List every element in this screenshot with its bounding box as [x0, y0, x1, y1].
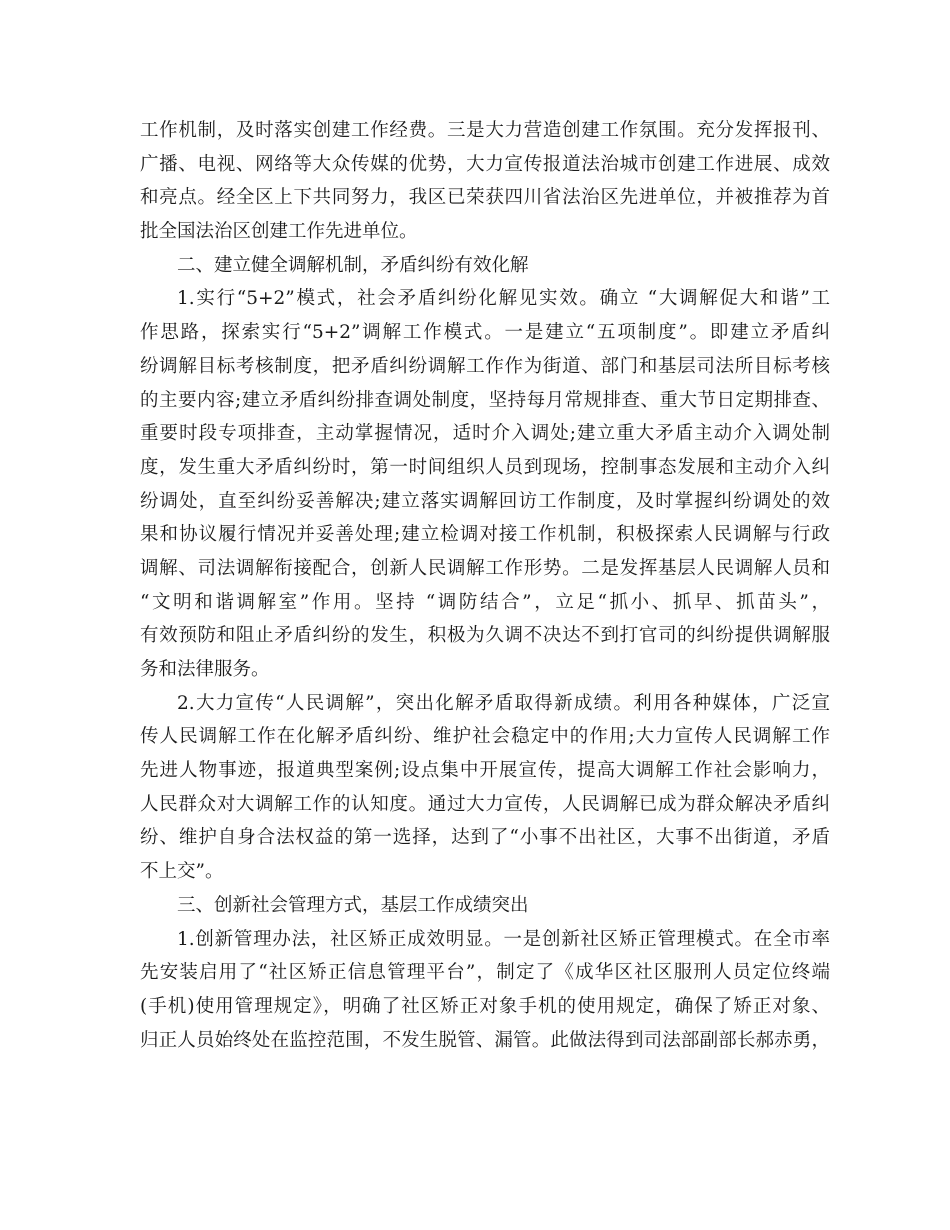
text-line: 调解、司法调解衔接配合，创新人民调解工作形势。二是发挥基层人民调解人员和 [140, 557, 830, 579]
text-line: 度，发生重大矛盾纠纷时，第一时间组织人员到现场，控制事态发展和主动介入纠 [140, 456, 830, 478]
text-line: “文明和谐调解室”作用。坚持 “调防结合”，立足“抓小、抓早、抓苗头”， [140, 591, 830, 613]
text-line: 不上交”。 [140, 861, 224, 883]
text-line: 有效预防和阻止矛盾纠纷的发生，积极为久调不决达不到打官司的纠纷提供调解服 [140, 625, 830, 647]
text-line: 1.创新管理办法，社区矫正成效明显。一是创新社区矫正管理模式。在全市率 [177, 928, 830, 950]
text-line: 务和法律服务。 [140, 659, 270, 680]
text-line: 重要时段专项排查，主动掌握情况，适时介入调处;建立重大矛盾主动介入调处制 [140, 423, 830, 445]
text-line: 先安装启用了“社区矫正信息管理平台”，制定了《成华区社区服刑人员定位终端 [140, 962, 830, 984]
text-line: 果和协议履行情况并妥善处理;建立检调对接工作机制，积极探索人民调解与行政 [140, 524, 830, 546]
text-line: 二、建立健全调解机制，矛盾纠纷有效化解 [177, 254, 529, 276]
text-line: 和亮点。经全区上下共同努力，我区已荣获四川省法治区先进单位，并被推荐为首 [140, 187, 830, 209]
text-line: 归正人员始终处在监控范围，不发生脱管、漏管。此做法得到司法部副部长郝赤勇， [140, 1029, 830, 1051]
text-line: 纷调解目标考核制度，把矛盾纠纷调解工作作为街道、部门和基层司法所目标考核 [140, 355, 830, 377]
text-line: 传人民调解工作在化解矛盾纠纷、维护社会稳定中的作用;大力宣传人民调解工作 [140, 726, 830, 748]
text-line: 广播、电视、网络等大众传媒的优势，大力宣传报道法治城市创建工作进展、成效 [140, 153, 830, 175]
text-line: 人民群众对大调解工作的认知度。通过大力宣传，人民调解已成为群众解决矛盾纠 [140, 793, 830, 815]
text-line: 三、创新社会管理方式，基层工作成绩突出 [177, 894, 529, 916]
text-line: 纷、维护自身合法权益的第一选择，达到了“小事不出社区，大事不出街道，矛盾 [140, 827, 830, 849]
document-body [140, 114, 830, 1057]
text-line: 作思路，探索实行“5+2”调解工作模式。一是建立“五项制度”。即建立矛盾纠 [140, 322, 830, 344]
text-line: 纷调处，直至纠纷妥善解决;建立落实调解回访工作制度，及时掌握纠纷调处的效 [140, 490, 830, 512]
text-line: (手机)使用管理规定》，明确了社区矫正对象手机的使用规定，确保了矫正对象、 [140, 995, 830, 1017]
text-line: 工作机制，及时落实创建工作经费。三是大力营造创建工作氛围。充分发挥报刊、 [140, 120, 830, 141]
text-line: 的主要内容;建立矛盾纠纷排查调处制度，坚持每月常规排查、重大节日定期排查、 [140, 389, 830, 411]
text-line: 2.大力宣传“人民调解”，突出化解矛盾取得新成绩。利用各种媒体，广泛宣 [177, 692, 830, 714]
text-line: 1.实行“5+2”模式，社会矛盾纠纷化解见实效。确立 “大调解促大和谐”工 [177, 288, 830, 310]
text-line: 批全国法治区创建工作先进单位。 [140, 221, 418, 243]
text-line: 先进人物事迹，报道典型案例;设点集中开展宣传，提高大调解工作社会影响力， [140, 760, 830, 782]
